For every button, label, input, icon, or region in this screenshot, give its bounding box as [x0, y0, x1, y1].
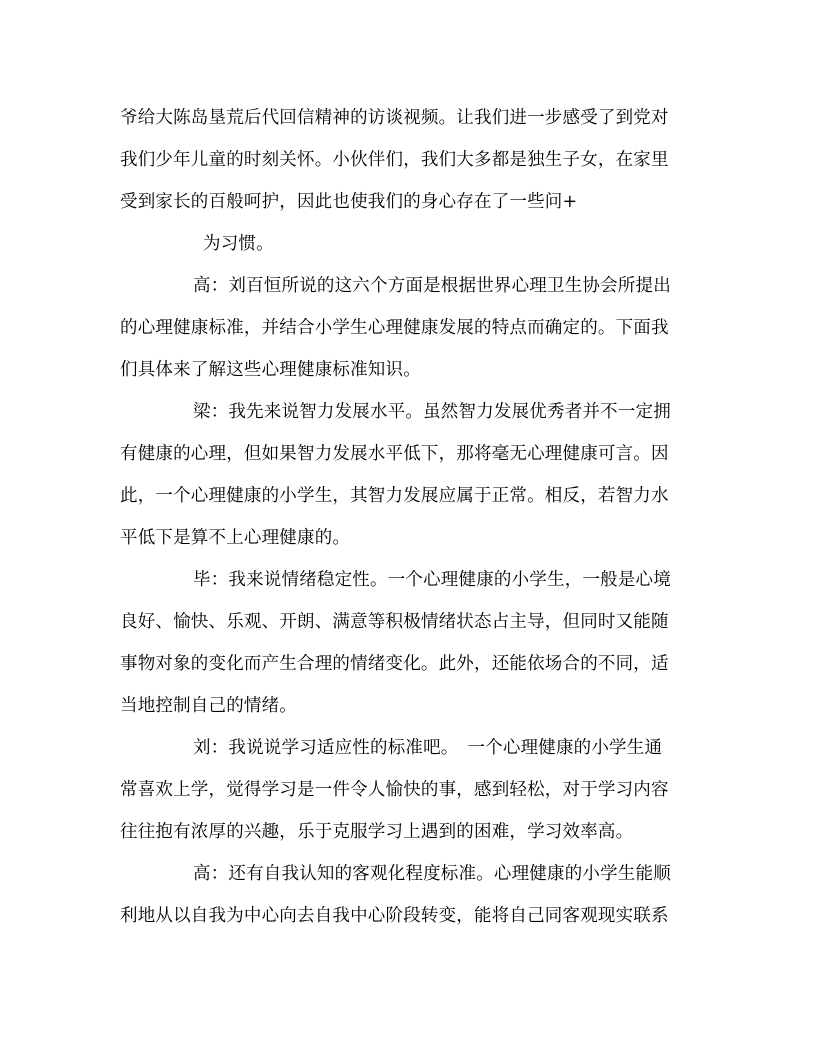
text-line: 利地从以自我为中心向去自我中心阶段转变，能将自己同客观现实联系 [120, 906, 669, 926]
text-line: 平低下是算不上心理健康的。 [120, 528, 351, 548]
text-line: 爷给大陈岛垦荒后代回信精神的访谈视频。让我们进一步感受了到党对 [120, 108, 669, 128]
text-line: 良好、愉快、乐观、开朗、满意等积极情绪状态占主导，但同时又能随 [120, 612, 669, 632]
text-line: 事物对象的变化而产生合理的情绪变化。此外，还能依场合的不同，适 [120, 654, 669, 674]
text-line: 当地控制自己的情绪。 [120, 696, 297, 716]
paragraph-start-line: 高：刘百恒所说的这六个方面是根据世界心理卫生协会所提出 [193, 276, 671, 296]
text-line: 此，一个心理健康的小学生，其智力发展应属于正常。相反，若智力水 [120, 486, 669, 506]
text-line: 往往抱有浓厚的兴趣，乐于克服学习上遇到的困难，学习效率高。 [120, 822, 634, 842]
text-line: 的心理健康标准，并结合小学生心理健康发展的特点而确定的。下面我 [120, 318, 669, 338]
text-line: 受到家长的百般呵护，因此也使我们的身心存在了一些问+ [120, 192, 578, 212]
text-line: 为习惯。 [203, 234, 274, 254]
text-line: 有健康的心理，但如果智力发展水平低下，那将毫无心理健康可言。因 [120, 444, 669, 464]
paragraph-start-line: 高：还有自我认知的客观化程度标准。心理健康的小学生能顺 [193, 864, 671, 884]
text-line: 们具体来了解这些心理健康标准知识。 [120, 360, 421, 380]
text-line: 我们少年儿童的时刻关怀。小伙伴们，我们大多都是独生子女，在家里 [120, 150, 669, 170]
paragraph-start-line: 刘：我说说学习适应性的标准吧。 一个心理健康的小学生通 [193, 738, 663, 758]
paragraph-start-line: 梁：我先来说智力发展水平。虽然智力发展优秀者并不一定拥 [193, 402, 671, 422]
paragraph-start-line: 毕：我来说情绪稳定性。一个心理健康的小学生，一般是心境 [193, 570, 671, 590]
text-line: 常喜欢上学，觉得学习是一件令人愉快的事，感到轻松，对于学习内容 [120, 780, 669, 800]
